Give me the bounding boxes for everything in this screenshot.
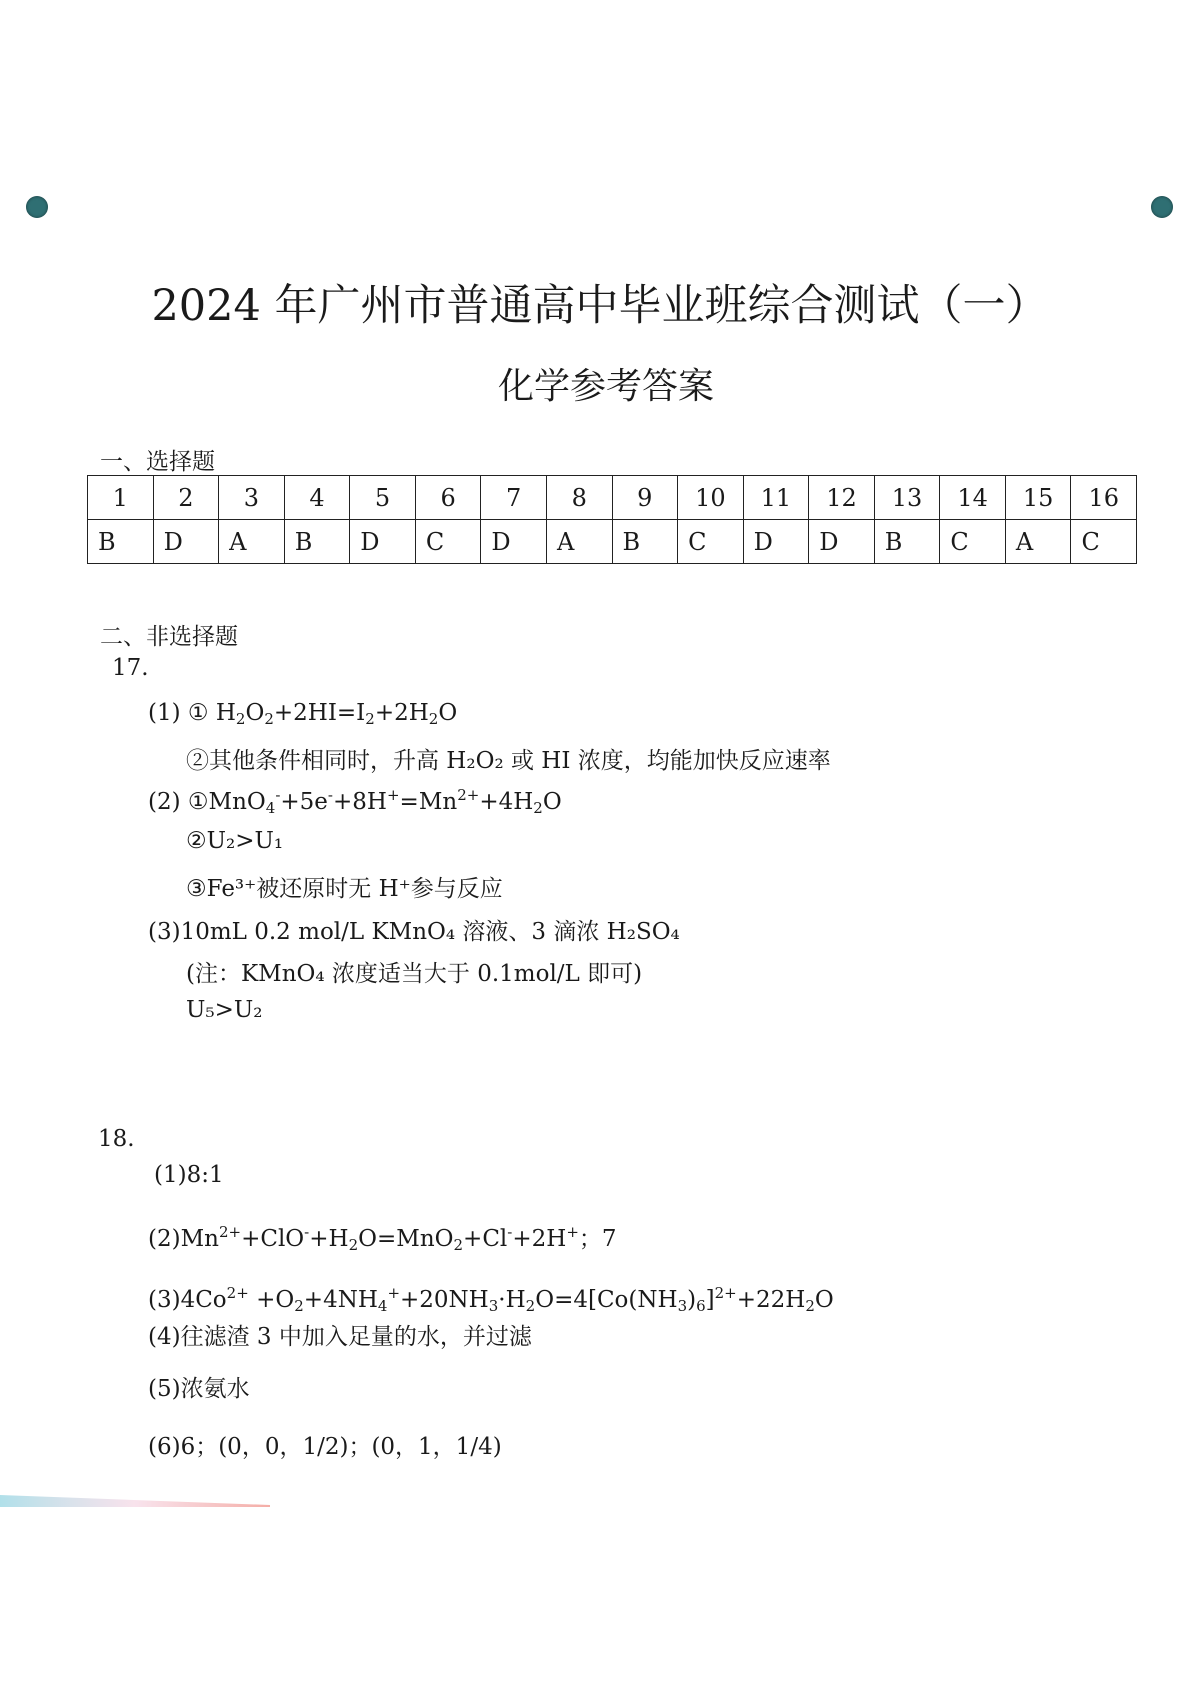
answer-cell: D (743, 520, 809, 564)
answer-cell: C (940, 520, 1006, 564)
document-subtitle: 化学参考答案 (497, 366, 714, 407)
section-heading-nonchoice: 二、非选择题 (100, 624, 238, 650)
question-number: 15 (1005, 476, 1071, 520)
q18-part3 (148, 1284, 834, 1315)
q17-part1-a (148, 700, 457, 728)
q18-part5: (5)浓氨水 (148, 1376, 250, 1402)
answer-cell: C (678, 520, 744, 564)
q17-part2-b: ②U₂>U₁ (186, 828, 284, 854)
question-number: 14 (940, 476, 1006, 520)
question-number: 2 (153, 476, 219, 520)
answer-cell: C (415, 520, 481, 564)
q17-equation-2: $MnO_4^-+5e^-+8H^+=Mn^{2+}+4H_2O$ (208, 786, 562, 817)
answer-cell: B (874, 520, 940, 564)
question-number: 10 (678, 476, 744, 520)
q18-number: 18. (98, 1126, 135, 1152)
answer-cell: B (284, 520, 350, 564)
q17-part2-label: (2) (148, 789, 181, 815)
question-number-row (88, 476, 1137, 520)
answer-cell: A (219, 520, 285, 564)
q18-part6: (6)6；(0，0，1/2)；(0，1，1/4) (148, 1434, 502, 1460)
question-number: 7 (481, 476, 547, 520)
answer-table (87, 475, 1137, 564)
answer-cell: D (153, 520, 219, 564)
document-title: 2024 年广州市普通高中毕业班综合测试（一） (151, 281, 1049, 331)
question-number: 16 (1071, 476, 1137, 520)
answer-row (88, 520, 1137, 564)
question-number: 1 (88, 476, 154, 520)
answer-cell: B (88, 520, 154, 564)
question-number: 11 (743, 476, 809, 520)
answer-cell: D (350, 520, 416, 564)
q17-part2-c: ③Fe³⁺被还原时无 H⁺参与反应 (186, 876, 503, 902)
question-number: 5 (350, 476, 416, 520)
q18-part2-tail: ；7 (578, 1226, 617, 1252)
q18-part2 (148, 1220, 617, 1254)
question-number: 4 (284, 476, 350, 520)
q17-part2-a (148, 786, 562, 817)
q18-part1: (1)8:1 (154, 1162, 224, 1188)
q17-part1-a-mark: ① (187, 700, 209, 726)
question-number: 8 (546, 476, 612, 520)
question-number: 12 (809, 476, 875, 520)
answer-cell: D (481, 520, 547, 564)
section-heading-choice: 一、选择题 (100, 449, 215, 475)
punch-hole-right (1151, 196, 1173, 218)
question-number: 9 (612, 476, 678, 520)
q17-part3-compare: U₅>U₂ (186, 997, 263, 1023)
answer-cell: A (1005, 520, 1071, 564)
answer-cell: A (546, 520, 612, 564)
q17-part1-label: (1) (148, 700, 181, 726)
scan-color-stripe (0, 1493, 270, 1507)
q18-part4: (4)往滤渣 3 中加入足量的水，并过滤 (148, 1324, 532, 1350)
q17-part2-a-mark: ① (187, 789, 209, 815)
punch-hole-left (26, 196, 48, 218)
question-number: 13 (874, 476, 940, 520)
q17-part1-b: ②其他条件相同时，升高 H₂O₂ 或 HI 浓度，均能加快反应速率 (186, 748, 831, 774)
q17-equation-1: $H_2O_2+2HI=I_2+2H_2O$ (215, 700, 458, 728)
answer-cell: C (1071, 520, 1137, 564)
question-number: 3 (219, 476, 285, 520)
answer-cell: D (809, 520, 875, 564)
q17-number: 17. (112, 655, 149, 681)
q17-part3: (3)10mL 0.2 mol/L KMnO₄ 溶液、3 滴浓 H₂SO₄ (148, 919, 680, 945)
answer-cell: B (612, 520, 678, 564)
q18-equation-3: $(3)4Co^{2+} +O_2+4NH_4^++20NH_3\cdot H_2O=4[Co(NH_3)_6]^{2+}+22H_2O$ (148, 1284, 834, 1315)
q18-equation-2: $(2)Mn^{2+}+ClO^-+H_2O=MnO_2+Cl^-+2H^+$ (148, 1223, 579, 1254)
q17-part3-note: (注：KMnO₄ 浓度适当大于 0.1mol/L 即可) (186, 961, 643, 987)
question-number: 6 (415, 476, 481, 520)
